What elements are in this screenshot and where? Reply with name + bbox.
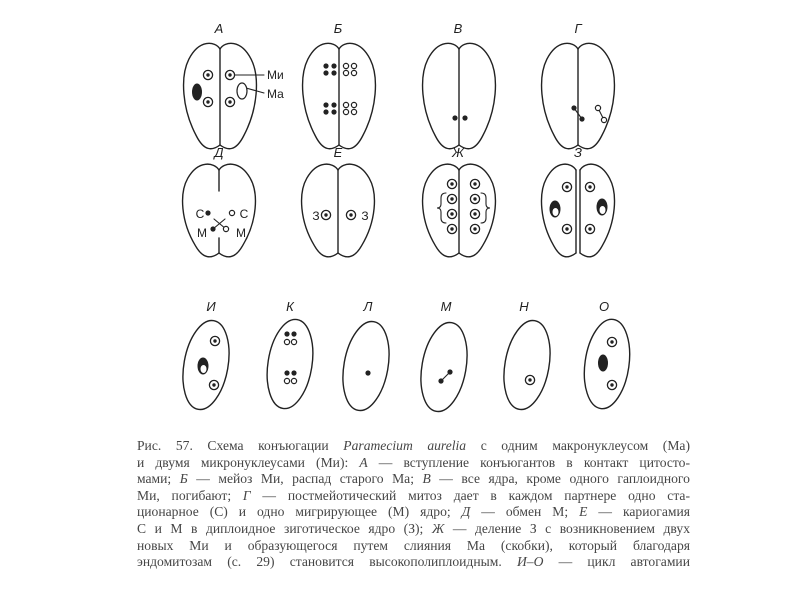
micronucleus-center — [206, 100, 209, 103]
macronucleus-anlage-light — [600, 206, 606, 214]
micronucleus-center — [450, 212, 453, 215]
cell-outline — [261, 316, 319, 412]
right-cell-outline — [219, 164, 255, 257]
caption-text: — мейоз Ми, распад старого Ма; — [187, 471, 423, 487]
micronucleus-center — [450, 182, 453, 185]
macronucleus-label: Ма — [267, 87, 284, 101]
caption-italic-text: В — [422, 471, 431, 487]
nucleus-open-dot — [284, 339, 289, 344]
nucleus-dot — [210, 226, 215, 231]
micronucleus-center — [349, 213, 352, 216]
panel-n — [498, 299, 557, 413]
nucleus-dot — [323, 63, 328, 68]
micronucleus-center — [228, 100, 231, 103]
micronucleus-center — [588, 185, 591, 188]
micronucleus-center — [212, 383, 215, 386]
nucleus-dot — [331, 63, 336, 68]
nucleus-dot — [291, 331, 296, 336]
caption-text: — постмейотический митоз дает в каждом партнере одно ста- — [250, 487, 690, 503]
migratory-nucleus-label: М — [197, 226, 207, 240]
nucleus-dot — [331, 102, 336, 107]
panel-e — [302, 145, 375, 257]
micronucleus-center — [588, 227, 591, 230]
panel-letter: Е — [333, 145, 343, 160]
macronucleus — [192, 84, 202, 101]
nucleus-dot — [205, 210, 210, 215]
zygote-nucleus-label: З — [361, 209, 369, 223]
left-bracket — [437, 193, 446, 223]
micronucleus-center — [473, 227, 476, 230]
cell-outline — [337, 318, 396, 414]
micronucleus-center — [450, 197, 453, 200]
nucleus-open-dot — [351, 102, 356, 107]
nucleus-dot — [323, 109, 328, 114]
panel-l — [337, 299, 396, 414]
panel-b — [303, 21, 376, 149]
caption-text: — все ядра, кроме одного гаплоидного — [430, 471, 690, 487]
panel-letter: В — [453, 21, 463, 36]
panel-v — [423, 21, 496, 149]
nucleus-open-dot — [595, 105, 600, 110]
micronucleus-center — [610, 340, 613, 343]
panel-z — [542, 145, 615, 257]
nucleus-dot — [323, 102, 328, 107]
nucleus-open-dot — [343, 63, 348, 68]
cell-outline — [498, 317, 557, 413]
panel-letter: А — [214, 21, 224, 36]
nucleus-open-dot — [343, 109, 348, 114]
macronucleus-anlage-light — [553, 208, 559, 216]
caption-line — [137, 455, 690, 472]
migratory-nucleus-label: М — [236, 226, 246, 240]
panel-letter: З — [574, 145, 582, 160]
micronucleus-label: Ми — [267, 68, 284, 82]
zygote-nucleus-label: З — [312, 209, 320, 223]
nucleus-dot — [331, 70, 336, 75]
nucleus-dot — [291, 370, 296, 375]
panel-o — [579, 299, 635, 412]
nucleus-dot — [452, 115, 457, 120]
nucleus-dot — [579, 116, 584, 121]
macronucleus — [598, 355, 608, 372]
caption-text: — цикл автогамии — [543, 554, 690, 570]
caption-line — [137, 438, 690, 455]
caption-italic-text: И — [516, 554, 527, 570]
left-cell-outline — [423, 43, 459, 148]
panel-letter: Н — [519, 299, 529, 314]
caption-text: — вступление конъюгантов в контакт цитосто- — [367, 454, 690, 470]
caption-italic-text: Д — [461, 504, 471, 520]
nucleus-dot — [462, 115, 467, 120]
nucleus-dot — [447, 369, 452, 374]
nucleus-dot — [331, 109, 336, 114]
panel-letter: О — [598, 299, 610, 314]
caption-italic-text: Paramecium aurelia — [343, 438, 467, 453]
nucleus-open-dot — [229, 210, 234, 215]
caption-text: — кариогамия — [587, 504, 690, 520]
right-cell-outline — [459, 43, 495, 148]
caption-text: С и М в диплоидное зиготическое ядро (З); — [137, 520, 432, 536]
caption-italic-text: Ж — [431, 520, 445, 536]
nucleus-dot — [284, 370, 289, 375]
figure-caption — [137, 438, 690, 571]
micronucleus-center — [473, 182, 476, 185]
panel-m — [415, 299, 474, 415]
panel-letter: К — [286, 299, 294, 314]
panel-letter: И — [206, 299, 216, 314]
micronucleus-center — [450, 227, 453, 230]
micronucleus-center — [473, 212, 476, 215]
panel-letter: М — [440, 299, 452, 314]
stationary-nucleus-label: С — [239, 207, 249, 221]
caption-text: мами; — [137, 471, 180, 487]
panel-k — [261, 299, 319, 412]
nucleus-dot — [323, 70, 328, 75]
caption-line — [137, 521, 690, 538]
macronucleus-open — [237, 83, 247, 99]
right-cell-outline — [578, 43, 614, 148]
left-cell-outline — [303, 43, 339, 148]
nucleus-open-dot — [351, 63, 356, 68]
caption-line — [137, 488, 690, 505]
panel-d — [183, 145, 256, 257]
micronucleus-center — [528, 378, 531, 381]
nucleus-open-dot — [351, 70, 356, 75]
caption-text: – — [526, 554, 534, 570]
nucleus-dot — [284, 331, 289, 336]
panel-letter: Л — [363, 299, 373, 314]
panel-a — [184, 21, 285, 149]
stationary-nucleus-label: С — [195, 207, 205, 221]
micronucleus-center — [610, 383, 613, 386]
micronucleus-center — [206, 73, 209, 76]
left-cell-outline — [184, 43, 220, 148]
panel-letter: Д — [214, 145, 224, 160]
caption-line — [137, 538, 690, 555]
nucleus-open-dot — [291, 339, 296, 344]
caption-text: эндомитозам (с. 29) становится высокополиплоидным. — [137, 554, 517, 570]
nucleus-open-dot — [343, 70, 348, 75]
caption-italic-text: Г — [242, 487, 251, 503]
macronucleus-anlage-light — [201, 365, 207, 373]
micronucleus-center — [473, 197, 476, 200]
nucleus-dot — [365, 370, 370, 375]
macronucleus-leader-line — [246, 88, 264, 93]
nucleus-open-dot — [601, 117, 606, 122]
micronucleus-center — [228, 73, 231, 76]
panel-zh — [423, 145, 496, 257]
caption-text: новых Ми и образующегося путем слияния Ма (скобки), который благодаря — [137, 537, 690, 553]
caption-italic-text: А — [359, 454, 368, 470]
panel-letter: Г — [574, 21, 582, 36]
caption-text: — деление З с возникновением двух — [444, 520, 690, 536]
caption-text: Рис. 57. Схема конъюгации — [137, 438, 344, 453]
caption-text: — обмен М; — [470, 504, 580, 520]
caption-text: с одним макронуклеусом (Ма) — [466, 438, 690, 453]
left-cell-outline — [302, 164, 338, 257]
left-cell-outline — [542, 43, 578, 148]
right-cell-outline — [339, 43, 375, 148]
caption-text: ционарное (С) и одно мигрирующее (М) ядро; — [137, 504, 462, 520]
micronucleus-center — [565, 227, 568, 230]
cell-outline — [415, 319, 474, 415]
micronucleus-center — [213, 339, 216, 342]
panel-letter: Ж — [452, 145, 464, 160]
caption-line — [137, 471, 690, 488]
nucleus-dot — [571, 105, 576, 110]
micronucleus-center — [565, 185, 568, 188]
right-bracket — [481, 193, 490, 223]
caption-italic-text: Б — [179, 471, 188, 487]
micronucleus-center — [324, 213, 327, 216]
nucleus-dot — [438, 378, 443, 383]
caption-line — [137, 554, 690, 571]
panel-letter: Б — [333, 21, 343, 36]
nucleus-open-dot — [223, 226, 228, 231]
caption-text: и двумя микронуклеусами (Ми): — [137, 454, 360, 470]
caption-text: Ми, погибают; — [137, 487, 243, 503]
nucleus-open-dot — [291, 378, 296, 383]
right-cell-outline — [338, 164, 374, 257]
caption-italic-text: О — [533, 554, 544, 570]
nucleus-open-dot — [343, 102, 348, 107]
caption-italic-text: Е — [579, 504, 588, 520]
nucleus-open-dot — [284, 378, 289, 383]
panel-g — [542, 21, 615, 149]
caption-line — [137, 504, 690, 521]
nucleus-open-dot — [351, 109, 356, 114]
panel-i — [177, 299, 236, 413]
